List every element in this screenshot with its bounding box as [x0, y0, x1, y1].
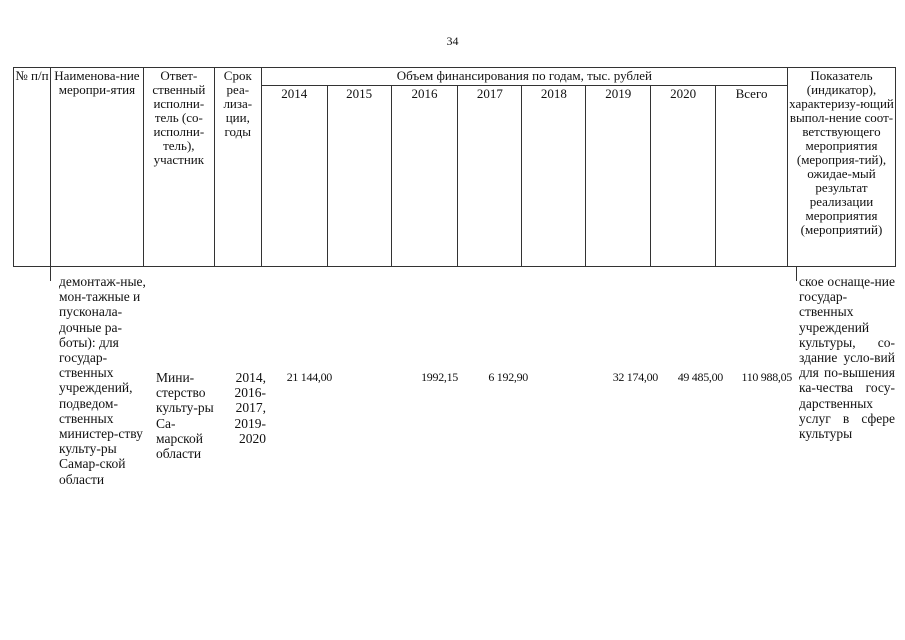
value-total: 110 988,05 — [741, 370, 792, 384]
value-2016: 1992,15 — [421, 370, 458, 384]
page-number: 34 — [446, 34, 459, 48]
header-year-2016: 2016 — [391, 86, 458, 267]
header-indicator: Показатель (индикатор), характеризу-ющий выпол-нение соот-ветствующего мероприятия (мероприя-тий), ожидае-мый результат реализации мероприятия (мероприятий) — [787, 68, 895, 267]
header-year-2017: 2017 — [458, 86, 522, 267]
header-responsible: Ответ-ственный исполни-тель (со-исполни-тель), участник — [143, 68, 214, 267]
column-divider — [50, 267, 51, 281]
header-year-2014: 2014 — [261, 86, 327, 267]
header-name: Наименова-ние меропри-ятия — [50, 68, 143, 267]
column-divider — [796, 267, 797, 281]
row-indicator-cell: ское оснаще-ние государ-ственных учреждений культуры, со-здание усло-вий для по-вышения ка-чества госу-дарственных услуг в сфере культуры — [799, 274, 895, 442]
header-num: № п/п — [14, 68, 51, 267]
row-name-cell: демонтаж-ные, мон-тажные и пусконала-дочные ра-боты): для государ-ственных учреждений, подведом-ственных министер-ству культу-ры Самар-ской области — [59, 274, 146, 487]
header-year-2018: 2018 — [522, 86, 586, 267]
value-2020: 49 485,00 — [677, 370, 723, 384]
row-responsible-cell: Мини-стерство культу-ры Са-марской области — [156, 370, 214, 462]
header-year-2020: 2020 — [651, 86, 716, 267]
header-total: Всего — [716, 86, 788, 267]
header-term: Срок реа-лиза-ции, годы — [214, 68, 261, 267]
value-2014: 21 144,00 — [286, 370, 332, 384]
header-year-2019: 2019 — [586, 86, 651, 267]
value-2017: 6 192,90 — [488, 370, 528, 384]
header-funding: Объем финансирования по годам, тыс. рублей — [261, 68, 787, 86]
row-term-cell: 2014, 2016-2017, 2019-2020 — [234, 370, 266, 446]
header-year-2015: 2015 — [327, 86, 391, 267]
table-header — [13, 67, 896, 267]
value-2019: 32 174,00 — [612, 370, 658, 384]
